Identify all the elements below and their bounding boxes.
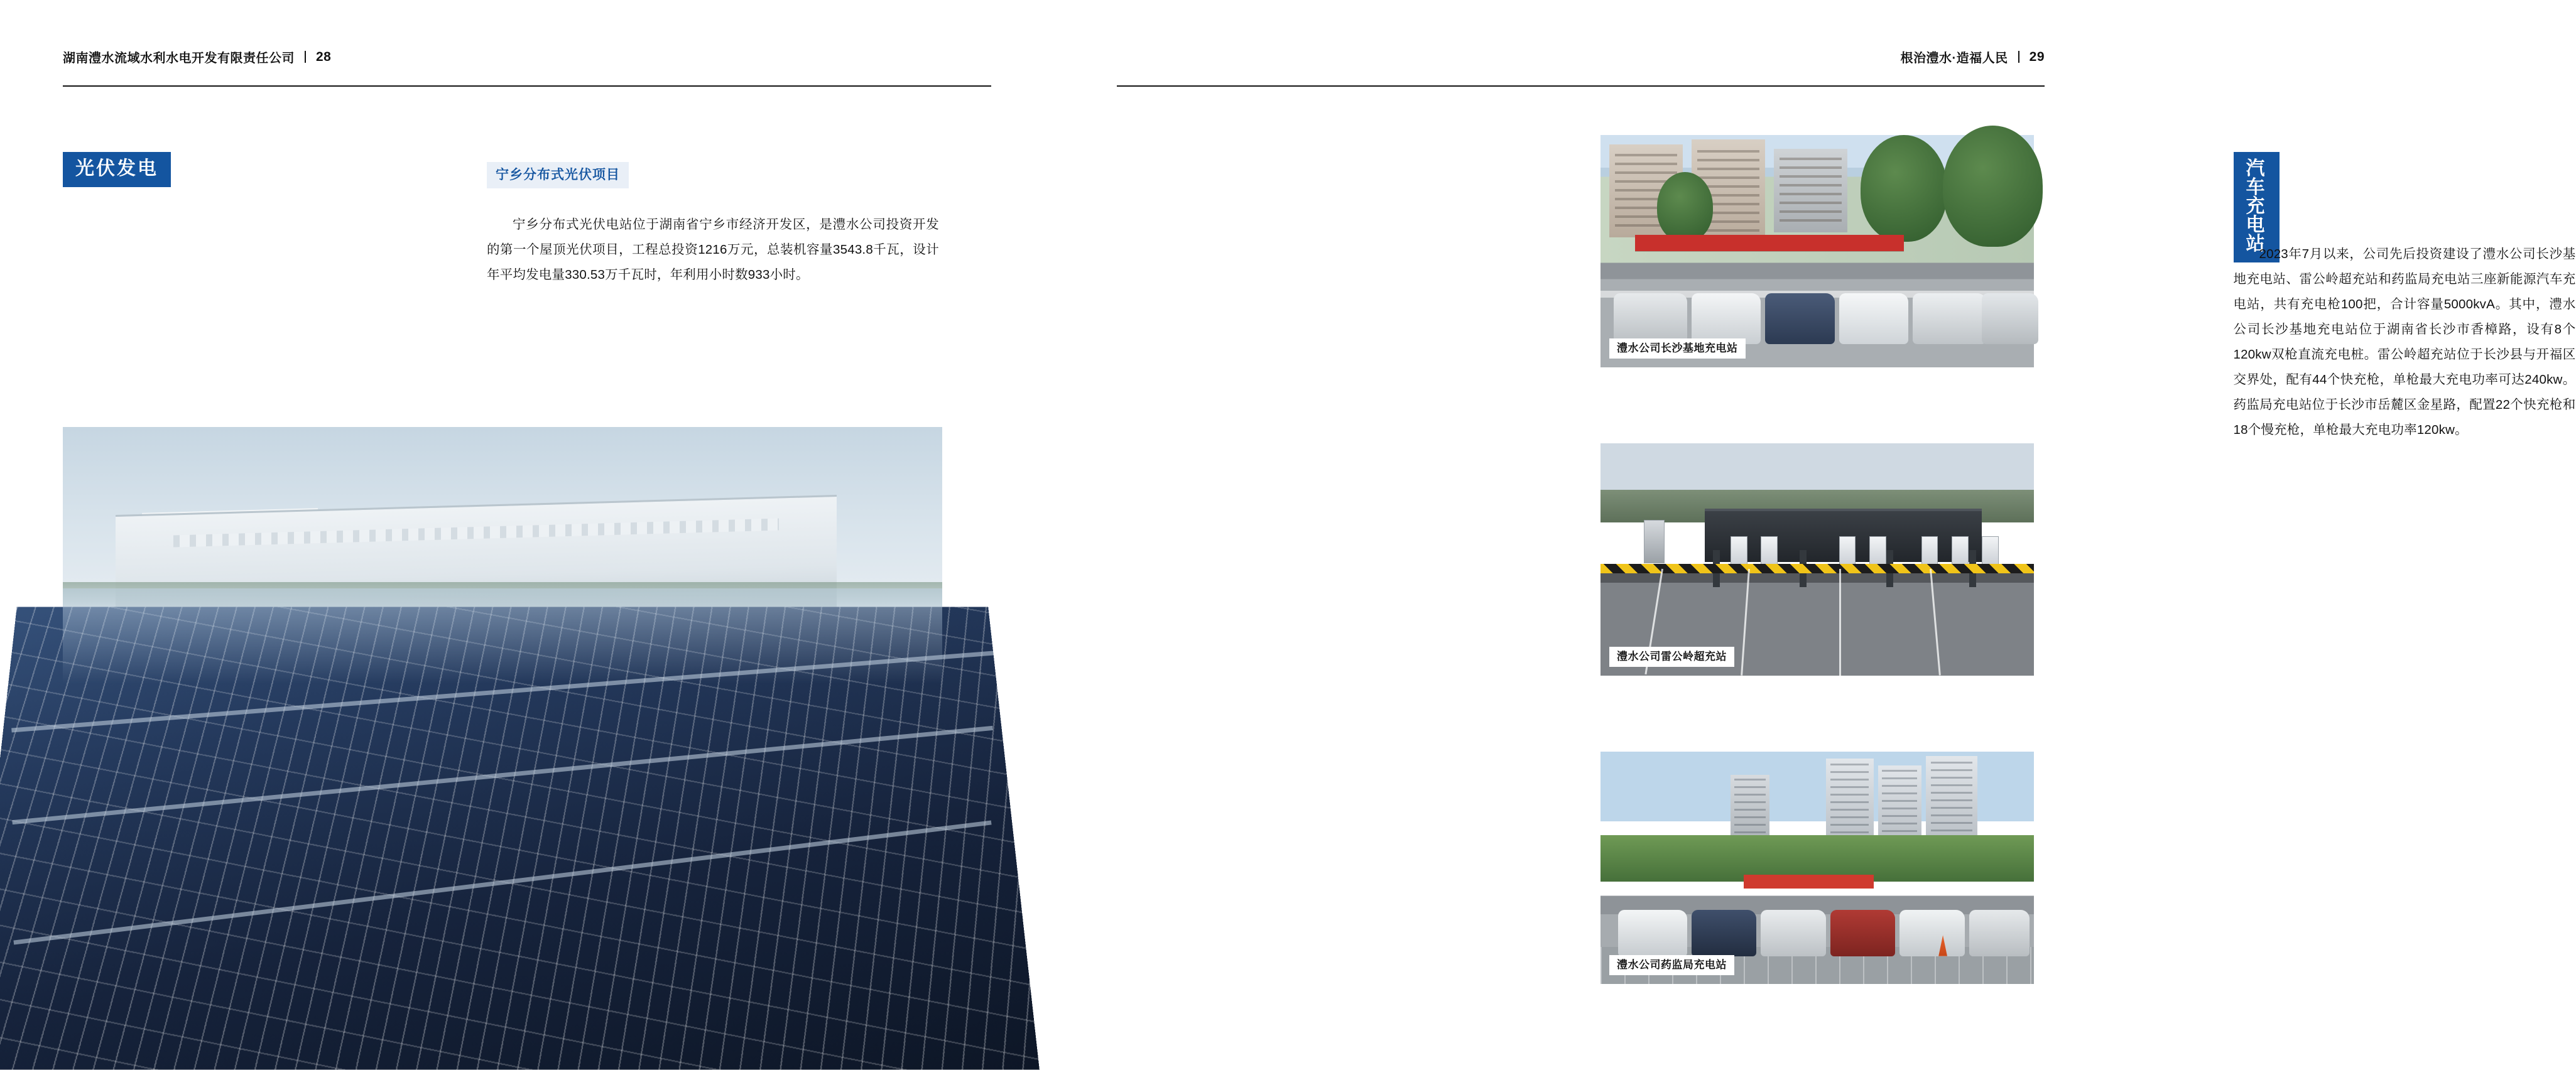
left-body-text [487,212,939,288]
left-section-title: 光伏发电 [63,152,171,187]
running-head-separator [305,51,306,63]
photo-card-leigongling [1600,443,2034,676]
left-page [0,0,1054,1068]
photo-card-drug-bureau [1600,752,2034,984]
right-section-title: 汽车充电站 [2234,152,2280,262]
right-body-paragraph: 2023年7月以来，公司先后投资建设了澧水公司长沙基地充电站、雷公岭超充站和药监局充电站三座新能源汽车充电站，共有充电枪100把，合计容量5000kvA。其中，澧水公司长沙基地充电站位于湖南省长沙市香樟路，设有8个120kw双枪直流充电桩。雷公岭超充站位于长沙县与开福区交界处，配有44个快充枪，单枪最大充电功率可达240kw。药监局充电站位于长沙市岳麓区金星路，配置22个快充枪和18个慢充枪，单枪最大充电功率120kw。 [2233,247,2576,437]
photo-red-banner [1744,875,1874,889]
right-running-head-title: 根治澧水·造福人民 [1900,51,2008,65]
right-running-head [1900,48,2045,66]
photo-red-banner [1635,235,1904,251]
left-running-head [63,48,331,66]
right-body-text [2234,242,2576,443]
photo-solar-panel-array [0,607,1040,1069]
photo-card-changsha-base [1600,135,2034,367]
running-head-separator [2018,51,2019,63]
right-page-number: 29 [2029,49,2045,64]
photo-caption-changsha-base: 澧水公司长沙基地充电站 [1609,338,1746,359]
photo-drug-bureau-station [1600,752,2034,984]
project-title-badge: 宁乡分布式光伏项目 [487,162,629,188]
left-page-number: 28 [316,49,332,64]
photo-changsha-base-station [1600,135,2034,367]
right-header-rule [1117,85,2045,87]
photo-caption-leigongling: 澧水公司雷公岭超充站 [1609,647,1734,667]
left-header-rule [63,85,991,87]
photovoltaic-photo [63,427,942,1024]
left-running-head-company: 湖南澧水流域水利水电开发有限责任公司 [63,51,295,65]
photo-leigongling-station [1600,443,2034,676]
photo-hazard-stripe [1600,564,2034,573]
photo-caption-drug-bureau: 澧水公司药监局充电站 [1609,955,1734,975]
left-body-paragraph: 宁乡分布式光伏电站位于湖南省宁乡市经济开发区，是澧水公司投资开发的第一个屋顶光伏项目，工程总投资1216万元，总装机容量3543.8千瓦，设计年平均发电量330.53万千瓦时，年利用小时数933小时。 [487,217,939,282]
